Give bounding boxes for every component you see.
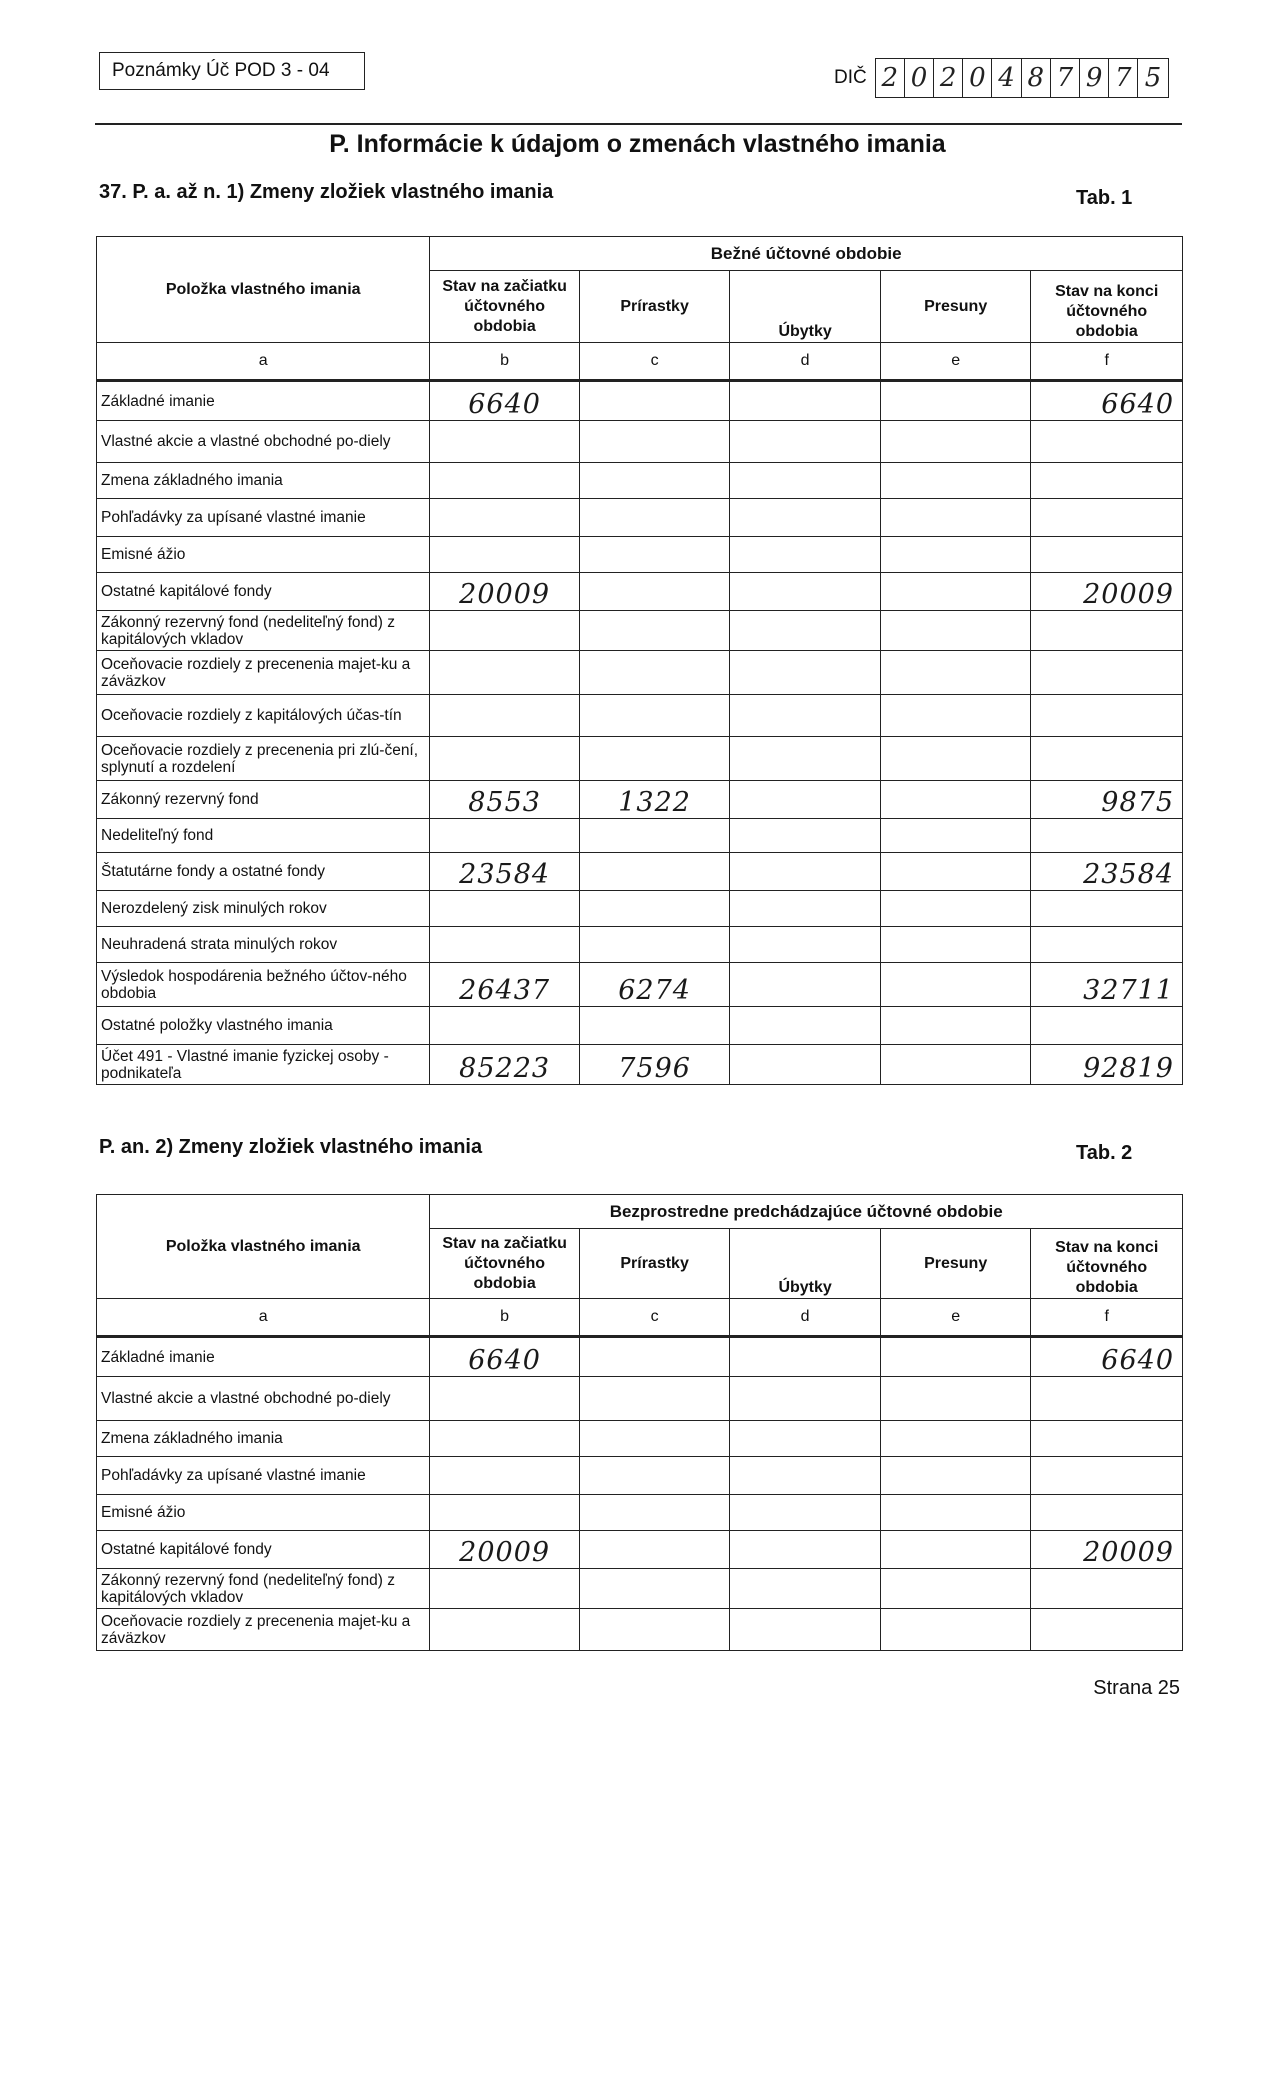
value-cell-b <box>430 1421 580 1457</box>
col-header-additions: Prírastky <box>579 1229 730 1299</box>
value-cell-b <box>430 1609 580 1651</box>
column-letter: d <box>730 1299 881 1337</box>
value-cell-e <box>880 1337 1031 1377</box>
section2-tab-label: Tab. 2 <box>1076 1142 1133 1164</box>
table-row <box>97 1569 1183 1609</box>
form-id-label: Poznámky Úč POD 3 - 04 <box>112 60 330 81</box>
value-cell-b <box>430 695 580 737</box>
value-cell-f: 9875 <box>1031 781 1183 819</box>
col-header-item: Položka vlastného imania <box>97 1195 430 1299</box>
equity-table-current <box>96 236 1183 1085</box>
value-cell-f <box>1031 1377 1183 1421</box>
value-cell-f: 23584 <box>1031 853 1183 891</box>
value-cell-e <box>880 819 1031 853</box>
table-row <box>97 853 1183 891</box>
value-cell-c <box>579 891 730 927</box>
row-label: Neuhradená strata minulých rokov <box>97 927 430 963</box>
table-row <box>97 463 1183 499</box>
value-cell-e <box>880 1495 1031 1531</box>
value-cell-e <box>880 1377 1031 1421</box>
value-cell-f: 6640 <box>1031 1337 1183 1377</box>
table-row <box>97 499 1183 537</box>
table-row <box>97 1007 1183 1045</box>
value-cell-f <box>1031 737 1183 781</box>
value-cell-e <box>880 1421 1031 1457</box>
table-row <box>97 1045 1183 1085</box>
page-number: Strana 25 <box>1093 1677 1180 1699</box>
value-cell-d <box>730 853 881 891</box>
value-cell-c <box>579 1337 730 1377</box>
row-label: Vlastné akcie a vlastné obchodné po-diely <box>97 421 430 463</box>
table-row <box>97 963 1183 1007</box>
value-cell-b <box>430 891 580 927</box>
value-cell-b <box>430 819 580 853</box>
value-cell-d <box>730 1337 881 1377</box>
value-cell-e <box>880 1569 1031 1609</box>
value-cell-e <box>880 1609 1031 1651</box>
row-label: Základné imanie <box>97 381 430 421</box>
value-cell-d <box>730 737 881 781</box>
row-label: Nerozdelený zisk minulých rokov <box>97 891 430 927</box>
value-cell-c <box>579 853 730 891</box>
dic-digit-box: 7 <box>1051 59 1080 97</box>
value-cell-b <box>430 1457 580 1495</box>
dic-digit-box: 7 <box>1109 59 1138 97</box>
value-cell-f <box>1031 421 1183 463</box>
column-letter: d <box>730 343 881 381</box>
row-label: Vlastné akcie a vlastné obchodné po-diely <box>97 1377 430 1421</box>
value-cell-c <box>579 1495 730 1531</box>
col-header-reductions: Úbytky <box>730 1229 881 1299</box>
value-cell-d <box>730 463 881 499</box>
value-cell-c <box>579 651 730 695</box>
dic-digit-boxes <box>875 58 1169 98</box>
value-cell-f <box>1031 1495 1183 1531</box>
value-cell-d <box>730 1421 881 1457</box>
row-label: Účet 491 - Vlastné imanie fyzickej osoby - podnikateľa <box>97 1045 430 1085</box>
row-label: Základné imanie <box>97 1337 430 1377</box>
col-header-start-balance: Stav na začiatku účtovného obdobia <box>430 271 580 343</box>
table-row <box>97 1337 1183 1377</box>
dic-digit-box: 2 <box>934 59 963 97</box>
column-letter: b <box>430 1299 580 1337</box>
value-cell-e <box>880 573 1031 611</box>
value-cell-b <box>430 737 580 781</box>
value-cell-b <box>430 537 580 573</box>
column-letter: f <box>1031 1299 1183 1337</box>
value-cell-b: 23584 <box>430 853 580 891</box>
value-cell-e <box>880 651 1031 695</box>
value-cell-d <box>730 499 881 537</box>
dic-label: DIČ <box>834 67 867 88</box>
col-header-item: Položka vlastného imania <box>97 237 430 343</box>
value-cell-b <box>430 651 580 695</box>
dic-field <box>834 58 1169 98</box>
value-cell-b <box>430 421 580 463</box>
table-row <box>97 737 1183 781</box>
value-cell-f: 92819 <box>1031 1045 1183 1085</box>
value-cell-c <box>579 463 730 499</box>
value-cell-d <box>730 891 881 927</box>
value-cell-f <box>1031 1457 1183 1495</box>
table-row <box>97 695 1183 737</box>
value-cell-f <box>1031 1569 1183 1609</box>
value-cell-f <box>1031 695 1183 737</box>
value-cell-e <box>880 1457 1031 1495</box>
value-cell-d <box>730 819 881 853</box>
value-cell-d <box>730 381 881 421</box>
value-cell-d <box>730 651 881 695</box>
value-cell-b <box>430 499 580 537</box>
value-cell-b <box>430 1377 580 1421</box>
column-letter: f <box>1031 343 1183 381</box>
value-cell-b <box>430 611 580 651</box>
value-cell-f <box>1031 1007 1183 1045</box>
table-row <box>97 381 1183 421</box>
section2-title: P. an. 2) Zmeny zložiek vlastného imania <box>99 1136 483 1158</box>
value-cell-b <box>430 1495 580 1531</box>
value-cell-c <box>579 381 730 421</box>
value-cell-e <box>880 695 1031 737</box>
table-row <box>97 1377 1183 1421</box>
row-label: Pohľadávky za upísané vlastné imanie <box>97 499 430 537</box>
value-cell-f <box>1031 1421 1183 1457</box>
col-header-end-balance: Stav na konci účtovného obdobia <box>1031 1229 1183 1299</box>
value-cell-d <box>730 1045 881 1085</box>
value-cell-e <box>880 537 1031 573</box>
value-cell-c <box>579 1569 730 1609</box>
dic-digit-box: 9 <box>1080 59 1109 97</box>
value-cell-e <box>880 927 1031 963</box>
value-cell-f <box>1031 651 1183 695</box>
section1-title: 37. P. a. až n. 1) Zmeny zložiek vlastného imania <box>99 181 554 203</box>
table-row <box>97 927 1183 963</box>
dic-digit-box: 0 <box>963 59 992 97</box>
value-cell-d <box>730 1007 881 1045</box>
table-row <box>97 1495 1183 1531</box>
value-cell-d <box>730 1609 881 1651</box>
value-cell-b: 8553 <box>430 781 580 819</box>
value-cell-d <box>730 927 881 963</box>
value-cell-c <box>579 611 730 651</box>
value-cell-e <box>880 499 1031 537</box>
column-letter: c <box>579 343 730 381</box>
col-header-reductions: Úbytky <box>730 271 881 343</box>
form-id-box <box>99 52 365 90</box>
column-letter: a <box>97 1299 430 1337</box>
value-cell-c <box>579 537 730 573</box>
value-cell-c <box>579 737 730 781</box>
value-cell-d <box>730 1457 881 1495</box>
value-cell-b: 6640 <box>430 381 580 421</box>
value-cell-d <box>730 695 881 737</box>
dic-digit-box: 4 <box>992 59 1021 97</box>
value-cell-d <box>730 1377 881 1421</box>
table-row <box>97 1531 1183 1569</box>
value-cell-f <box>1031 611 1183 651</box>
value-cell-d <box>730 611 881 651</box>
value-cell-f <box>1031 927 1183 963</box>
row-label: Zákonný rezervný fond (nedeliteľný fond) z kapitálových vkladov <box>97 1569 430 1609</box>
value-cell-e <box>880 381 1031 421</box>
value-cell-c <box>579 927 730 963</box>
value-cell-c <box>579 1421 730 1457</box>
row-label: Ostatné kapitálové fondy <box>97 573 430 611</box>
value-cell-c <box>579 1377 730 1421</box>
value-cell-f: 6640 <box>1031 381 1183 421</box>
value-cell-e <box>880 1007 1031 1045</box>
value-cell-e <box>880 781 1031 819</box>
value-cell-c: 6274 <box>579 963 730 1007</box>
col-header-transfers: Presuny <box>880 1229 1031 1299</box>
value-cell-f <box>1031 463 1183 499</box>
value-cell-e <box>880 853 1031 891</box>
value-cell-f: 20009 <box>1031 1531 1183 1569</box>
row-label: Štatutárne fondy a ostatné fondy <box>97 853 430 891</box>
page-heading: P. Informácie k údajom o zmenách vlastného imania <box>329 130 946 158</box>
value-cell-d <box>730 781 881 819</box>
value-cell-e <box>880 421 1031 463</box>
value-cell-f <box>1031 499 1183 537</box>
column-letter: e <box>880 1299 1031 1337</box>
table-row <box>97 573 1183 611</box>
table-row <box>97 781 1183 819</box>
value-cell-b: 6640 <box>430 1337 580 1377</box>
row-label: Oceňovacie rozdiely z precenenia majet-ku a záväzkov <box>97 651 430 695</box>
row-label: Zákonný rezervný fond <box>97 781 430 819</box>
value-cell-b <box>430 1007 580 1045</box>
value-cell-c <box>579 1609 730 1651</box>
row-label: Nedeliteľný fond <box>97 819 430 853</box>
value-cell-d <box>730 421 881 463</box>
value-cell-d <box>730 573 881 611</box>
value-cell-e <box>880 611 1031 651</box>
table-row <box>97 611 1183 651</box>
table-row <box>97 537 1183 573</box>
col-header-transfers: Presuny <box>880 271 1031 343</box>
row-label: Zmena základného imania <box>97 463 430 499</box>
value-cell-c <box>579 1531 730 1569</box>
value-cell-f: 32711 <box>1031 963 1183 1007</box>
row-label: Oceňovacie rozdiely z precenenia pri zlú-čení, splynutí a rozdelení <box>97 737 430 781</box>
value-cell-c <box>579 421 730 463</box>
period-header: Bezprostredne predchádzajúce účtovné obdobie <box>430 1195 1183 1229</box>
value-cell-d <box>730 1531 881 1569</box>
equity-table-previous <box>96 1194 1183 1651</box>
table-row <box>97 1609 1183 1651</box>
value-cell-b: 20009 <box>430 573 580 611</box>
value-cell-b: 26437 <box>430 963 580 1007</box>
dic-digit-box: 2 <box>876 59 905 97</box>
column-letter: a <box>97 343 430 381</box>
dic-digit-box: 5 <box>1144 63 1162 93</box>
value-cell-b: 85223 <box>430 1045 580 1085</box>
value-cell-b <box>430 1569 580 1609</box>
row-label: Zmena základného imania <box>97 1421 430 1457</box>
column-letter: c <box>579 1299 730 1337</box>
row-label: Zákonný rezervný fond (nedeliteľný fond) z kapitálových vkladov <box>97 611 430 651</box>
value-cell-c <box>579 1007 730 1045</box>
value-cell-c <box>579 1457 730 1495</box>
table-row <box>97 819 1183 853</box>
row-label: Emisné ážio <box>97 1495 430 1531</box>
section1-tab-label: Tab. 1 <box>1076 187 1133 209</box>
row-label: Oceňovacie rozdiely z precenenia majet-ku a záväzkov <box>97 1609 430 1651</box>
value-cell-e <box>880 463 1031 499</box>
column-letter: e <box>880 343 1031 381</box>
value-cell-c <box>579 819 730 853</box>
value-cell-c: 1322 <box>579 781 730 819</box>
value-cell-f <box>1031 1609 1183 1651</box>
value-cell-b <box>430 463 580 499</box>
value-cell-d <box>730 1569 881 1609</box>
value-cell-d <box>730 963 881 1007</box>
dic-digit-box: 8 <box>1022 59 1051 97</box>
column-letter: b <box>430 343 580 381</box>
value-cell-e <box>880 1531 1031 1569</box>
value-cell-c <box>579 499 730 537</box>
value-cell-b: 20009 <box>430 1531 580 1569</box>
value-cell-e <box>880 891 1031 927</box>
value-cell-d <box>730 1495 881 1531</box>
table-row <box>97 1457 1183 1495</box>
row-label: Výsledok hospodárenia bežného účtov-ného obdobia <box>97 963 430 1007</box>
value-cell-e <box>880 737 1031 781</box>
value-cell-f <box>1031 819 1183 853</box>
col-header-end-balance: Stav na konci účtovného obdobia <box>1031 271 1183 343</box>
row-label: Emisné ážio <box>97 537 430 573</box>
value-cell-d <box>730 537 881 573</box>
value-cell-c <box>579 695 730 737</box>
table-row <box>97 1421 1183 1457</box>
row-label: Oceňovacie rozdiely z kapitálových účas-tín <box>97 695 430 737</box>
row-label: Ostatné položky vlastného imania <box>97 1007 430 1045</box>
row-label: Pohľadávky za upísané vlastné imanie <box>97 1457 430 1495</box>
header-rule <box>95 123 1182 125</box>
value-cell-b <box>430 927 580 963</box>
table-row <box>97 651 1183 695</box>
row-label: Ostatné kapitálové fondy <box>97 1531 430 1569</box>
value-cell-f: 20009 <box>1031 573 1183 611</box>
col-header-start-balance: Stav na začiatku účtovného obdobia <box>430 1229 580 1299</box>
period-header: Bežné účtovné obdobie <box>430 237 1183 271</box>
value-cell-e <box>880 963 1031 1007</box>
dic-digit-box: 0 <box>905 59 934 97</box>
table-row <box>97 891 1183 927</box>
value-cell-c <box>579 573 730 611</box>
value-cell-f <box>1031 537 1183 573</box>
value-cell-c: 7596 <box>579 1045 730 1085</box>
value-cell-f <box>1031 891 1183 927</box>
value-cell-e <box>880 1045 1031 1085</box>
table-row <box>97 421 1183 463</box>
col-header-additions: Prírastky <box>579 271 730 343</box>
